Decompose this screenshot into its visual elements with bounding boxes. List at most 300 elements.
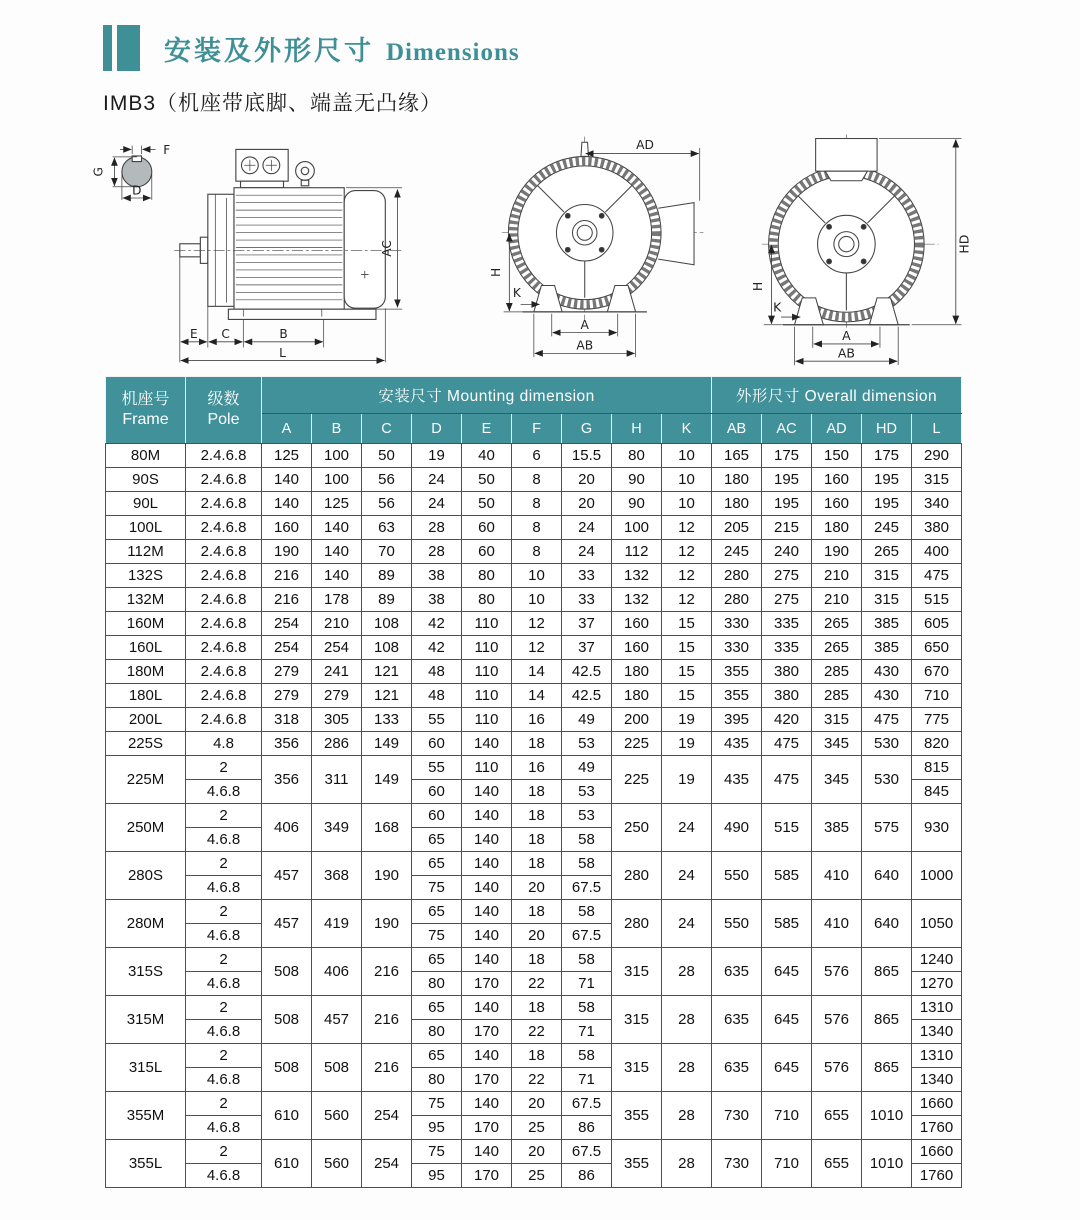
table-cell: 42.5: [562, 660, 612, 684]
dim-label-a: A: [580, 317, 589, 332]
frame-cell: 355L: [106, 1140, 186, 1188]
table-cell: 170: [462, 972, 512, 996]
table-cell: 1240: [912, 948, 962, 972]
pole-cell: 2.4.6.8: [186, 444, 262, 468]
column-group-mounting: 安装尺寸 Mounting dimension: [262, 377, 712, 414]
table-cell: 19: [662, 708, 712, 732]
table-cell: 356: [262, 732, 312, 756]
table-cell: 24: [562, 516, 612, 540]
table-cell: 19: [662, 756, 712, 804]
table-cell: 10: [662, 468, 712, 492]
table-cell: 140: [462, 780, 512, 804]
table-cell: 865: [862, 948, 912, 996]
table-cell: 530: [862, 732, 912, 756]
table-cell: 12: [662, 540, 712, 564]
table-cell: 865: [862, 1044, 912, 1092]
page-title-zh: 安装及外形尺寸: [164, 35, 374, 66]
table-cell: 190: [262, 540, 312, 564]
table-cell: 180: [712, 468, 762, 492]
table-cell: 475: [862, 708, 912, 732]
column-header-hd: HD: [862, 414, 912, 444]
table-cell: 635: [712, 996, 762, 1044]
table-cell: 349: [312, 804, 362, 852]
table-cell: 245: [712, 540, 762, 564]
table-cell: 20: [562, 468, 612, 492]
table-cell: 140: [262, 492, 312, 516]
table-cell: 90: [612, 492, 662, 516]
table-cell: 42: [412, 636, 462, 660]
table-cell: 16: [512, 756, 562, 780]
dim-label-ad: AD: [636, 137, 654, 152]
table-cell: 80: [412, 972, 462, 996]
table-cell: 356: [262, 756, 312, 804]
table-cell: 216: [262, 588, 312, 612]
table-cell: 75: [412, 876, 462, 900]
table-cell: 315: [862, 564, 912, 588]
table-cell: 19: [662, 732, 712, 756]
table-row-225S: [106, 732, 962, 756]
table-cell: 1050: [912, 900, 962, 948]
frame-cell: 280S: [106, 852, 186, 900]
dim-label-e: E: [189, 327, 198, 342]
column-header-h: H: [612, 414, 662, 444]
table-cell: 400: [912, 540, 962, 564]
table-cell: 1310: [912, 996, 962, 1020]
table-cell: 576: [812, 996, 862, 1044]
column-group-overall: 外形尺寸 Overall dimension: [712, 377, 962, 414]
table-cell: 28: [662, 948, 712, 996]
table-cell: 20: [512, 924, 562, 948]
table-cell: 820: [912, 732, 962, 756]
column-header-b: B: [312, 414, 362, 444]
table-row-100L: [106, 516, 962, 540]
table-cell: 60: [412, 780, 462, 804]
table-cell: 20: [512, 1092, 562, 1116]
table-cell: 585: [762, 852, 812, 900]
table-cell: 160: [612, 636, 662, 660]
table-cell: 18: [512, 732, 562, 756]
table-cell: 315: [612, 948, 662, 996]
column-header-k: K: [662, 414, 712, 444]
table-row-225M: [106, 756, 962, 780]
table-cell: 275: [762, 588, 812, 612]
frame-cell: 112M: [106, 540, 186, 564]
table-cell: 80: [612, 444, 662, 468]
table-row-112M: [106, 540, 962, 564]
table-cell: 575: [862, 804, 912, 852]
table-cell: 140: [462, 1092, 512, 1116]
table-cell: 160: [812, 492, 862, 516]
table-cell: 710: [762, 1140, 812, 1188]
table-row-160M: [106, 612, 962, 636]
frame-cell: 160M: [106, 612, 186, 636]
table-cell: 24: [662, 900, 712, 948]
motor-drawings: [88, 127, 1080, 368]
table-cell: 210: [312, 612, 362, 636]
table-cell: 265: [862, 540, 912, 564]
table-cell: 195: [862, 492, 912, 516]
table-row-132M: [106, 588, 962, 612]
table-cell: 49: [562, 708, 612, 732]
table-cell: 576: [812, 948, 862, 996]
table-cell: 160: [262, 516, 312, 540]
table-cell: 55: [412, 756, 462, 780]
table-cell: 15: [662, 612, 712, 636]
table-cell: 110: [462, 684, 512, 708]
frame-cell: 90S: [106, 468, 186, 492]
table-cell: 430: [862, 684, 912, 708]
table-cell: 49: [562, 756, 612, 780]
table-cell: 86: [562, 1164, 612, 1188]
table-cell: 285: [812, 684, 862, 708]
table-cell: 670: [912, 660, 962, 684]
table-cell: 65: [412, 828, 462, 852]
frame-cell: 160L: [106, 636, 186, 660]
table-cell: 86: [562, 1116, 612, 1140]
table-cell: 75: [412, 924, 462, 948]
table-cell: 550: [712, 852, 762, 900]
table-cell: 250: [612, 804, 662, 852]
table-cell: 550: [712, 900, 762, 948]
table-cell: 140: [312, 564, 362, 588]
table-row-132S: [106, 564, 962, 588]
table-cell: 24: [662, 852, 712, 900]
table-cell: 140: [312, 540, 362, 564]
table-cell: 165: [712, 444, 762, 468]
frame-cell: 132S: [106, 564, 186, 588]
motor-rear-view-diagram: [735, 127, 975, 367]
frame-cell: 80M: [106, 444, 186, 468]
table-cell: 50: [462, 492, 512, 516]
pole-cell: 2.4.6.8: [186, 564, 262, 588]
table-cell: 22: [512, 1068, 562, 1092]
table-cell: 140: [462, 876, 512, 900]
table-cell: 48: [412, 660, 462, 684]
table-cell: 730: [712, 1092, 762, 1140]
table-cell: 8: [512, 516, 562, 540]
table-cell: 110: [462, 756, 512, 780]
table-cell: 410: [812, 852, 862, 900]
table-cell: 279: [312, 684, 362, 708]
table-cell: 285: [812, 660, 862, 684]
table-cell: 140: [462, 1140, 512, 1164]
table-cell: 435: [712, 732, 762, 756]
page-title: [164, 29, 520, 68]
table-cell: 280: [612, 852, 662, 900]
dim-label-ab: AB: [576, 338, 594, 353]
table-cell: 845: [912, 780, 962, 804]
table-cell: 930: [912, 804, 962, 852]
table-cell: 1760: [912, 1164, 962, 1188]
frame-cell: 90L: [106, 492, 186, 516]
table-cell: 8: [512, 468, 562, 492]
table-cell: 110: [462, 660, 512, 684]
dim-label-a-rear: A: [842, 328, 851, 344]
table-cell: 38: [412, 588, 462, 612]
dim-label-c: C: [221, 327, 230, 342]
table-cell: 15: [662, 636, 712, 660]
table-cell: 280: [712, 588, 762, 612]
table-cell: 12: [512, 636, 562, 660]
table-cell: 305: [312, 708, 362, 732]
table-cell: 71: [562, 1020, 612, 1044]
table-row-180L: [106, 684, 962, 708]
pole-cell: 4.6.8: [186, 876, 262, 900]
table-cell: 585: [762, 900, 812, 948]
table-cell: 22: [512, 1020, 562, 1044]
table-cell: 110: [462, 612, 512, 636]
table-cell: 395: [712, 708, 762, 732]
column-header-g: G: [562, 414, 612, 444]
table-cell: 640: [862, 900, 912, 948]
table-cell: 576: [812, 1044, 862, 1092]
table-cell: 420: [762, 708, 812, 732]
table-cell: 89: [362, 588, 412, 612]
table-cell: 65: [412, 996, 462, 1020]
table-cell: 170: [462, 1116, 512, 1140]
table-cell: 6: [512, 444, 562, 468]
table-cell: 75: [412, 1092, 462, 1116]
table-cell: 315: [912, 468, 962, 492]
dim-label-k-rear: K: [773, 299, 782, 315]
table-cell: 286: [312, 732, 362, 756]
table-cell: 22: [512, 972, 562, 996]
pole-cell: 2: [186, 1140, 262, 1164]
table-cell: 254: [262, 612, 312, 636]
table-cell: 335: [762, 612, 812, 636]
dim-label-ab-rear: AB: [837, 345, 855, 361]
pole-cell: 2: [186, 1092, 262, 1116]
table-cell: 1010: [862, 1140, 912, 1188]
table-cell: 18: [512, 996, 562, 1020]
table-row-180M: [106, 660, 962, 684]
table-cell: 475: [912, 564, 962, 588]
table-cell: 20: [512, 1140, 562, 1164]
table-cell: 180: [612, 684, 662, 708]
table-cell: 140: [462, 732, 512, 756]
table-cell: 180: [712, 492, 762, 516]
table-cell: 645: [762, 1044, 812, 1092]
table-cell: 380: [762, 684, 812, 708]
table-cell: 490: [712, 804, 762, 852]
table-cell: 195: [862, 468, 912, 492]
table-cell: 58: [562, 948, 612, 972]
table-cell: 530: [862, 756, 912, 804]
table-cell: 380: [762, 660, 812, 684]
table-row-280S: [106, 852, 962, 876]
table-cell: 280: [612, 900, 662, 948]
table-cell: 140: [312, 516, 362, 540]
table-cell: 90: [612, 468, 662, 492]
table-cell: 20: [512, 876, 562, 900]
table-cell: 515: [762, 804, 812, 852]
table-cell: 1270: [912, 972, 962, 996]
pole-cell: 2.4.6.8: [186, 636, 262, 660]
table-cell: 290: [912, 444, 962, 468]
table-cell: 254: [362, 1140, 412, 1188]
table-row-90L: [106, 492, 962, 516]
table-row-315L: [106, 1044, 962, 1068]
table-cell: 508: [312, 1044, 362, 1092]
page-header: [0, 0, 1080, 117]
table-cell: 58: [562, 852, 612, 876]
table-cell: 515: [912, 588, 962, 612]
table-cell: 24: [562, 540, 612, 564]
table-cell: 730: [712, 1140, 762, 1188]
table-cell: 125: [262, 444, 312, 468]
pole-cell: 4.6.8: [186, 924, 262, 948]
table-cell: 28: [662, 1140, 712, 1188]
table-cell: 170: [462, 1164, 512, 1188]
table-cell: 55: [412, 708, 462, 732]
table-cell: 419: [312, 900, 362, 948]
table-cell: 58: [562, 996, 612, 1020]
pole-cell: 4.6.8: [186, 828, 262, 852]
table-cell: 710: [762, 1092, 812, 1140]
table-cell: 12: [662, 516, 712, 540]
table-cell: 149: [362, 756, 412, 804]
table-cell: 385: [812, 804, 862, 852]
table-cell: 150: [812, 444, 862, 468]
table-cell: 775: [912, 708, 962, 732]
frame-cell: 315S: [106, 948, 186, 996]
table-cell: 140: [462, 996, 512, 1020]
table-cell: 50: [362, 444, 412, 468]
table-cell: 112: [612, 540, 662, 564]
table-cell: 1660: [912, 1140, 962, 1164]
pole-cell: 2: [186, 948, 262, 972]
pole-cell: 2.4.6.8: [186, 468, 262, 492]
table-cell: 140: [462, 804, 512, 828]
table-cell: 24: [662, 804, 712, 852]
pole-cell: 2: [186, 900, 262, 924]
table-cell: 170: [462, 1068, 512, 1092]
table-cell: 1760: [912, 1116, 962, 1140]
table-cell: 28: [412, 540, 462, 564]
column-header-ad: AD: [812, 414, 862, 444]
table-cell: 355: [712, 660, 762, 684]
table-cell: 1010: [862, 1092, 912, 1140]
frame-cell: 280M: [106, 900, 186, 948]
table-cell: 475: [762, 756, 812, 804]
table-cell: 140: [462, 948, 512, 972]
table-row-355M: [106, 1092, 962, 1116]
table-cell: 710: [912, 684, 962, 708]
table-row-90S: [106, 468, 962, 492]
table-cell: 140: [462, 900, 512, 924]
table-cell: 340: [912, 492, 962, 516]
table-cell: 210: [812, 564, 862, 588]
table-cell: 216: [362, 948, 412, 996]
table-row-315M: [106, 996, 962, 1020]
table-cell: 170: [462, 1020, 512, 1044]
dim-label-l: L: [279, 345, 286, 360]
table-cell: 80: [412, 1068, 462, 1092]
column-header-frame: 机座号 Frame: [106, 377, 186, 444]
table-cell: 457: [262, 852, 312, 900]
table-cell: 18: [512, 780, 562, 804]
table-cell: 1340: [912, 1068, 962, 1092]
table-row-355L: [106, 1140, 962, 1164]
table-cell: 435: [712, 756, 762, 804]
pole-cell: 2.4.6.8: [186, 684, 262, 708]
table-cell: 25: [512, 1164, 562, 1188]
table-cell: 215: [762, 516, 812, 540]
table-cell: 10: [662, 492, 712, 516]
table-cell: 280: [712, 564, 762, 588]
table-cell: 410: [812, 900, 862, 948]
table-cell: 315: [612, 996, 662, 1044]
table-cell: 18: [512, 852, 562, 876]
table-cell: 315: [862, 588, 912, 612]
table-cell: 80: [462, 564, 512, 588]
column-header-e: E: [462, 414, 512, 444]
pole-cell: 2: [186, 1044, 262, 1068]
table-cell: 56: [362, 468, 412, 492]
table-cell: 175: [762, 444, 812, 468]
table-cell: 865: [862, 996, 912, 1044]
table-cell: 100: [312, 468, 362, 492]
table-cell: 1340: [912, 1020, 962, 1044]
table-cell: 355: [612, 1140, 662, 1188]
table-cell: 65: [412, 1044, 462, 1068]
pole-cell: 4.8: [186, 732, 262, 756]
table-cell: 18: [512, 828, 562, 852]
table-cell: 508: [262, 996, 312, 1044]
table-cell: 1660: [912, 1092, 962, 1116]
column-header-ab: AB: [712, 414, 762, 444]
dim-label-h: H: [488, 267, 503, 277]
table-cell: 610: [262, 1092, 312, 1140]
table-cell: 67.5: [562, 1092, 612, 1116]
frame-cell: 180L: [106, 684, 186, 708]
table-cell: 60: [462, 540, 512, 564]
pole-cell: 2.4.6.8: [186, 612, 262, 636]
table-cell: 65: [412, 948, 462, 972]
table-cell: 110: [462, 708, 512, 732]
table-cell: 14: [512, 684, 562, 708]
pole-cell: 4.6.8: [186, 1116, 262, 1140]
frame-cell: 250M: [106, 804, 186, 852]
table-cell: 430: [862, 660, 912, 684]
pole-cell: 2.4.6.8: [186, 660, 262, 684]
table-cell: 216: [262, 564, 312, 588]
table-cell: 18: [512, 804, 562, 828]
column-header-d: D: [412, 414, 462, 444]
table-cell: 225: [612, 732, 662, 756]
table-cell: 37: [562, 612, 612, 636]
table-cell: 58: [562, 1044, 612, 1068]
pole-cell: 4.6.8: [186, 1068, 262, 1092]
table-cell: 216: [362, 1044, 412, 1092]
table-cell: 355: [612, 1092, 662, 1140]
dim-label-b: B: [279, 327, 288, 342]
table-cell: 18: [512, 1044, 562, 1068]
table-cell: 508: [262, 948, 312, 996]
column-header-ac: AC: [762, 414, 812, 444]
table-cell: 180: [812, 516, 862, 540]
table-cell: 225: [612, 756, 662, 804]
table-cell: 635: [712, 948, 762, 996]
frame-cell: 315L: [106, 1044, 186, 1092]
table-cell: 190: [362, 852, 412, 900]
table-cell: 275: [762, 564, 812, 588]
table-cell: 110: [462, 636, 512, 660]
table-cell: 815: [912, 756, 962, 780]
table-cell: 108: [362, 612, 412, 636]
table-cell: 15.5: [562, 444, 612, 468]
frame-cell: 132M: [106, 588, 186, 612]
